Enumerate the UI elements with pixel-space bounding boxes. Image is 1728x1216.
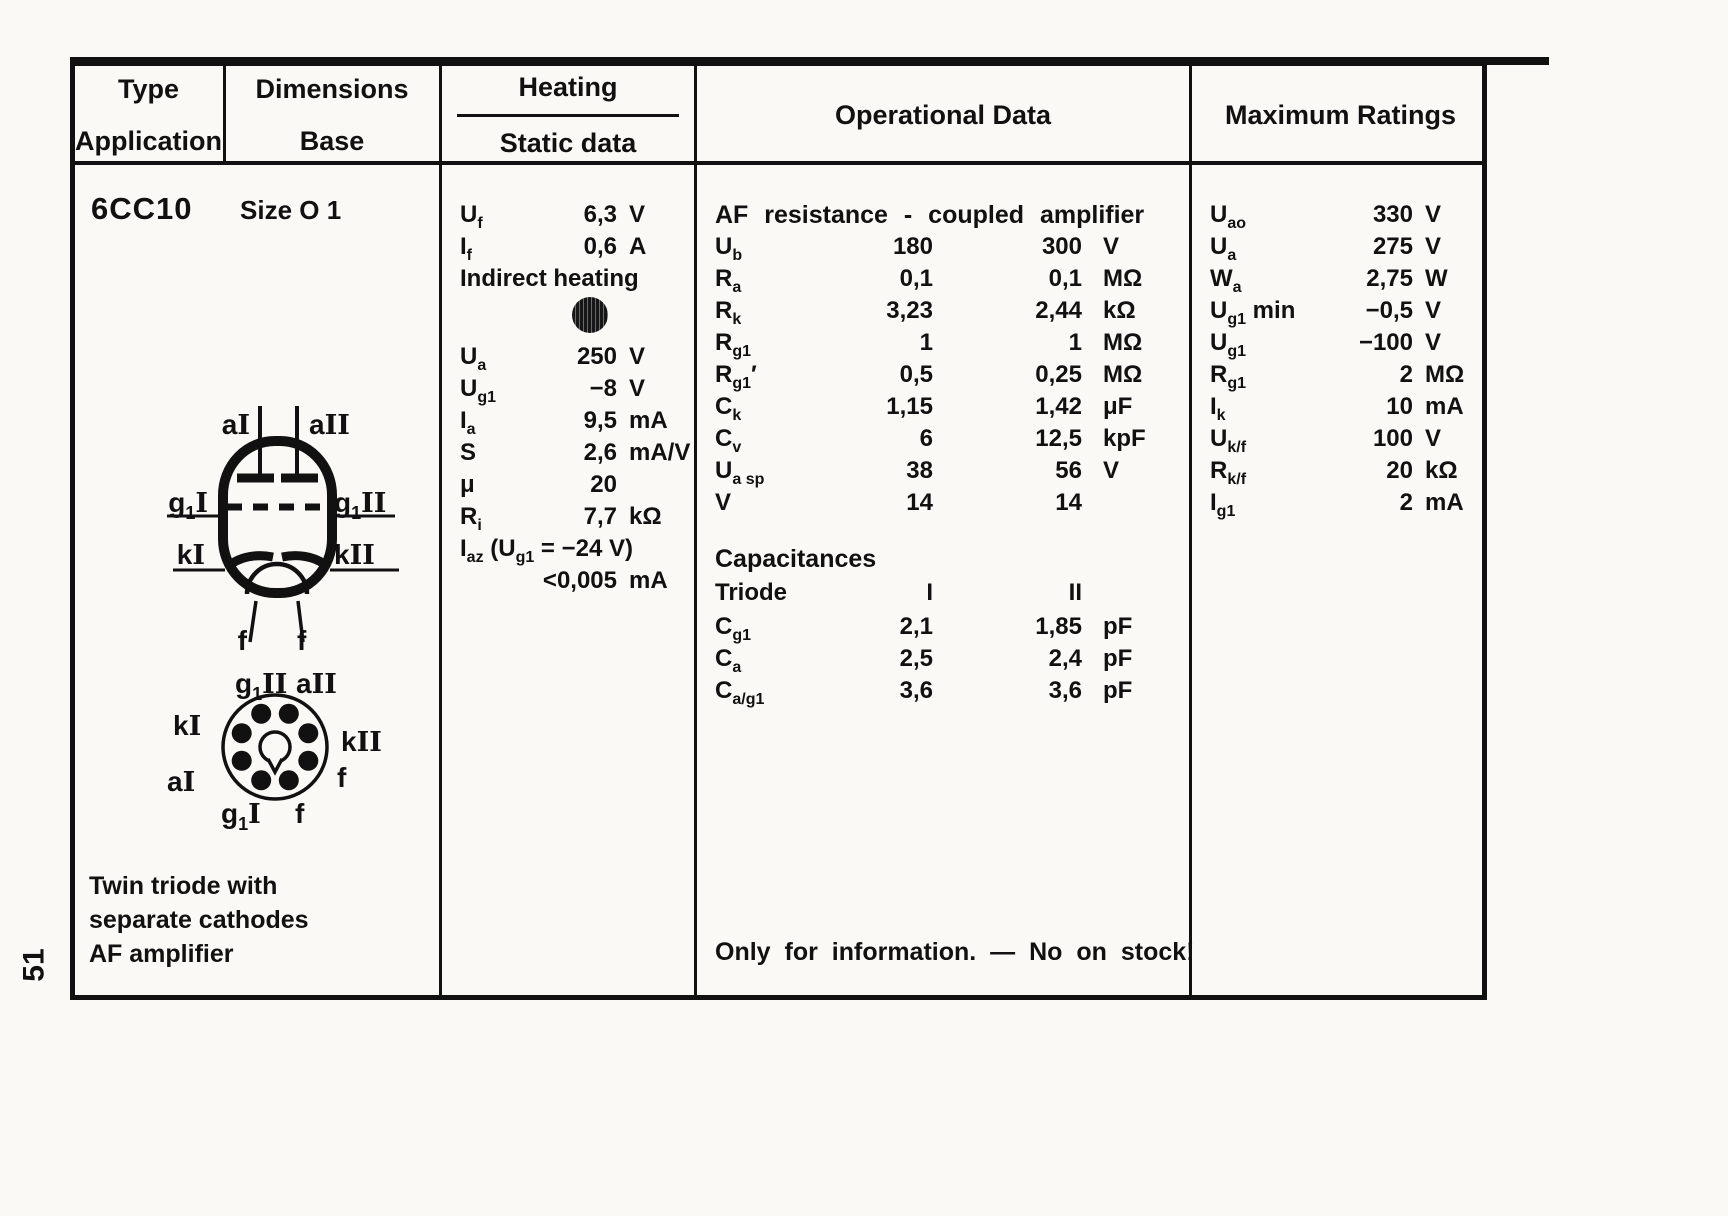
param-symbol: R: [1210, 361, 1228, 388]
pin-label: kII: [334, 539, 375, 571]
param-unit: V: [1425, 297, 1442, 324]
param-subscript: a: [477, 357, 487, 374]
param-value-2: 2,4: [1048, 645, 1082, 672]
param-unit: mA: [1425, 393, 1464, 420]
param-subscript: ao: [1227, 215, 1247, 232]
header-base: Base: [299, 126, 365, 156]
param-unit: pF: [1103, 613, 1133, 640]
cutoff-condition-row: [442, 533, 694, 565]
param-value-2: 1: [1068, 329, 1082, 356]
pin-label: $g_1II$: [334, 487, 387, 523]
spec-row: [697, 263, 1189, 295]
param-subscript: v: [732, 439, 742, 456]
pin-label: aI: [221, 409, 250, 441]
param-unit: W: [1425, 265, 1448, 292]
param-symbol: R: [1210, 457, 1228, 484]
param-unit: mA: [1425, 489, 1464, 516]
param-symbol: C: [715, 645, 733, 672]
spec-row: [1192, 359, 1489, 391]
param-value-1: 2,1: [899, 613, 933, 640]
maximum-ratings-cell: [1192, 169, 1489, 999]
param-subscript: f: [477, 215, 483, 232]
param-unit: V: [629, 343, 646, 370]
spec-row: [1192, 295, 1489, 327]
param-symbol: U: [1210, 297, 1228, 324]
spec-row: [697, 295, 1189, 327]
param-subscript: i: [477, 517, 482, 534]
param-unit: V: [1425, 233, 1442, 260]
header-divider-rule: [457, 114, 679, 117]
header-application: Application: [75, 126, 222, 156]
param-value: 6,3: [583, 201, 617, 228]
param-value: −8: [589, 375, 617, 402]
header-heating-static: [442, 66, 694, 165]
param-unit: mA: [629, 567, 668, 594]
pin-label: kI: [173, 710, 202, 742]
spec-row: [1192, 423, 1489, 455]
type-line: [75, 169, 439, 229]
availability-footnote: Only for information. — No on stock!: [715, 938, 1195, 966]
param-symbol: U: [1210, 201, 1228, 228]
spec-row: [442, 199, 694, 231]
pin-label: kII: [341, 726, 382, 758]
tube-description: [89, 869, 309, 971]
param-value-2: 14: [1055, 489, 1082, 516]
spec-row: [697, 391, 1189, 423]
heating-static-cell: [442, 169, 694, 999]
header-dimensions-base: [225, 66, 439, 165]
page-number: 51: [17, 948, 51, 982]
param-value: 20: [590, 471, 617, 498]
param-subscript: k/f: [1227, 471, 1247, 488]
param-symbol: U: [1210, 329, 1228, 356]
param-subscript: g1: [1216, 503, 1236, 520]
param-value-1: 14: [906, 489, 933, 516]
triode-label: Triode: [715, 579, 788, 606]
param-value-1: 38: [906, 457, 933, 484]
param-subscript: g1: [732, 375, 752, 392]
param-value-1: 1: [919, 329, 933, 356]
description-line: AF amplifier: [89, 940, 234, 968]
operational-rows: [697, 231, 1189, 519]
pin-label: f: [297, 625, 307, 656]
param-suffix: min: [1246, 297, 1296, 324]
param-symbol: C: [715, 425, 733, 452]
description-line: Twin triode with: [89, 872, 278, 900]
description-line: separate cathodes: [89, 906, 309, 934]
param-subscript: g1: [732, 343, 752, 360]
param-value-2: 1,42: [1035, 393, 1082, 420]
spec-row: [697, 231, 1189, 263]
param-symbol: R: [460, 503, 478, 530]
spec-row: [1192, 199, 1489, 231]
param-symbol: U: [1210, 233, 1228, 260]
top-rule-extension: [1487, 57, 1549, 65]
param-prime: ′: [751, 361, 757, 388]
param-subscript: a: [1227, 247, 1237, 264]
param-symbol: I: [1210, 489, 1217, 516]
param-symbol: I: [460, 233, 467, 260]
stamp-row: [442, 295, 694, 341]
pin-label: aII: [296, 668, 337, 700]
datasheet-table: [70, 57, 1487, 1000]
pin-label: $g_1I$: [221, 798, 261, 834]
pin-label: f: [295, 798, 305, 829]
param-subscript: k: [732, 311, 742, 328]
stamp-mark-icon: [572, 297, 608, 333]
param-value: 10: [1386, 393, 1413, 420]
param-symbol: R: [715, 329, 733, 356]
param-symbol: W: [1210, 265, 1233, 292]
tube-size: Size O 1: [240, 195, 342, 225]
param-symbol: U: [460, 343, 478, 370]
param-value-1: 3,23: [886, 297, 933, 324]
spec-row: [697, 327, 1189, 359]
param-symbol: μ: [460, 471, 475, 498]
operational-data-cell: [697, 169, 1195, 999]
param-symbol: U: [715, 457, 733, 484]
param-unit: MΩ: [1425, 361, 1465, 388]
param-subscript: b: [732, 247, 743, 264]
param-symbol: U: [460, 201, 478, 228]
param-symbol: C: [715, 613, 733, 640]
param-unit: V: [629, 201, 646, 228]
param-symbol: U: [1210, 425, 1228, 452]
param-value-2: 0,25: [1035, 361, 1082, 388]
param-unit: V: [1103, 233, 1120, 260]
spec-row: [1192, 487, 1489, 519]
param-subscript: g1: [477, 389, 497, 406]
capacitance-rows: [697, 611, 1189, 707]
param-value: 2,75: [1366, 265, 1413, 292]
spec-row: [442, 469, 694, 501]
param-value-2: 1,85: [1035, 613, 1082, 640]
param-unit: A: [629, 233, 647, 260]
param-value-1: 1,15: [886, 393, 933, 420]
param-value-1: 2,5: [899, 645, 933, 672]
pin-label: kI: [176, 539, 205, 571]
param-unit: V: [1425, 201, 1442, 228]
static-data-rows: [442, 341, 694, 533]
param-subscript: a: [732, 659, 742, 676]
heating-rows: [442, 199, 694, 263]
param-symbol: C: [715, 677, 733, 704]
param-symbol: U: [460, 375, 478, 402]
param-symbol: R: [715, 361, 733, 388]
pin-label: f: [237, 625, 247, 656]
param-unit: mA/V: [629, 439, 691, 466]
spec-row: [697, 611, 1189, 643]
param-symbol: U: [715, 233, 733, 260]
param-value-2: 3,6: [1048, 677, 1082, 704]
param-value: −0,5: [1365, 297, 1413, 324]
spec-row: [697, 487, 1189, 519]
param-unit: MΩ: [1103, 329, 1143, 356]
param-value: 9,5: [583, 407, 617, 434]
spec-row: [697, 359, 1189, 391]
header-static-data: Static data: [499, 128, 637, 158]
param-value: 330: [1372, 201, 1413, 228]
param-value-2: 56: [1055, 457, 1082, 484]
triode-column-header: [697, 575, 1189, 611]
param-subscript: g1: [1227, 343, 1247, 360]
param-subscript: k/f: [1227, 439, 1247, 456]
param-unit: V: [1425, 425, 1442, 452]
param-value-1: 6: [919, 425, 933, 452]
spec-row: [697, 675, 1189, 707]
tube-type: 6CC10: [91, 191, 193, 226]
param-subscript: g1: [1227, 375, 1247, 392]
param-symbol: I: [1210, 393, 1217, 420]
param-value: 2,6: [583, 439, 617, 466]
tube-base-diagram: [75, 659, 442, 849]
param-value-2: 2,44: [1035, 297, 1082, 324]
param-value-2: 12,5: [1035, 425, 1082, 452]
param-unit: kpF: [1103, 425, 1146, 452]
param-unit: kΩ: [629, 503, 662, 530]
param-value: 7,7: [583, 503, 617, 530]
spec-row: [442, 437, 694, 469]
spec-row: [442, 341, 694, 373]
pin-label: f: [337, 762, 347, 793]
param-subscript: a: [466, 421, 476, 438]
heating-note: Indirect heating: [460, 265, 639, 292]
param-symbol: I: [460, 407, 467, 434]
header-type: Type: [117, 74, 179, 104]
param-value-1: 180: [892, 233, 933, 260]
param-value: 20: [1386, 457, 1413, 484]
column-divider: [223, 66, 226, 165]
param-unit: V: [629, 375, 646, 402]
param-symbol: R: [715, 265, 733, 292]
param-subscript: a sp: [732, 471, 765, 488]
param-subscript: g1: [732, 627, 752, 644]
param-label: $I_{az}$ ($U_{g1} = -24$ V): [460, 535, 633, 566]
header-heating: Heating: [518, 72, 618, 102]
tube-schematic-diagram: [75, 394, 442, 656]
param-unit: MΩ: [1103, 361, 1143, 388]
spec-row: [442, 373, 694, 405]
operational-title: AF resistance - coupled amplifier: [715, 201, 1145, 229]
param-subscript: g1: [1227, 311, 1247, 328]
triode-col-2: II: [1068, 579, 1082, 606]
table-header: [75, 66, 1482, 165]
type-application-cell: [75, 169, 439, 999]
param-unit: kΩ: [1425, 457, 1458, 484]
param-unit: pF: [1103, 677, 1133, 704]
param-value: −100: [1358, 329, 1413, 356]
header-maximum-ratings: Maximum Ratings: [1224, 100, 1457, 130]
param-value: 250: [576, 343, 617, 370]
param-subscript: f: [466, 247, 472, 264]
param-subscript: a: [1232, 279, 1242, 296]
header-operational-data: Operational Data: [834, 100, 1052, 130]
spec-row: [1192, 327, 1489, 359]
spec-row: [697, 643, 1189, 675]
header-dimensions: Dimensions: [255, 74, 409, 104]
spec-row: [697, 423, 1189, 455]
pin-label: $g_1II$: [235, 668, 288, 704]
param-value: 100: [1372, 425, 1413, 452]
param-unit: MΩ: [1103, 265, 1143, 292]
param-symbol: R: [715, 297, 733, 324]
param-value-2: 0,1: [1048, 265, 1082, 292]
spec-row: [697, 455, 1189, 487]
spec-row: [442, 405, 694, 437]
param-unit: V: [1103, 457, 1120, 484]
pin-label: aII: [309, 409, 350, 441]
spec-row: [1192, 455, 1489, 487]
param-unit: kΩ: [1103, 297, 1136, 324]
pin-label: aI: [167, 766, 196, 798]
param-subscript: a/g1: [732, 691, 765, 708]
param-value-1: 3,6: [899, 677, 933, 704]
cutoff-value-row: [442, 565, 694, 597]
param-unit: pF: [1103, 645, 1133, 672]
param-value-1: 0,1: [899, 265, 933, 292]
param-symbol: S: [460, 439, 477, 466]
spec-row: [1192, 391, 1489, 423]
spec-row: [1192, 263, 1489, 295]
param-value-2: 300: [1041, 233, 1082, 260]
param-value: 275: [1372, 233, 1413, 260]
param-symbol: C: [715, 393, 733, 420]
param-symbol: V: [715, 489, 732, 516]
param-value: 2: [1399, 361, 1413, 388]
spec-row: [1192, 231, 1489, 263]
param-value-1: 0,5: [899, 361, 933, 388]
param-subscript: k: [732, 407, 742, 424]
spec-row: [442, 501, 694, 533]
param-unit: mA: [629, 407, 668, 434]
param-value: 0,6: [583, 233, 617, 260]
header-type-application: [75, 66, 222, 165]
param-value: 2: [1399, 489, 1413, 516]
spec-row: [442, 231, 694, 263]
capacitances-title: Capacitances: [715, 545, 877, 573]
pin-label: $g_1I$: [168, 487, 208, 523]
param-subscript: a: [732, 279, 742, 296]
param-unit: μF: [1103, 393, 1133, 420]
param-unit: V: [1425, 329, 1442, 356]
maximum-ratings-rows: [1192, 199, 1489, 519]
param-subscript: k: [1216, 407, 1226, 424]
param-value: <0,005: [542, 567, 617, 594]
triode-col-1: I: [926, 579, 933, 606]
